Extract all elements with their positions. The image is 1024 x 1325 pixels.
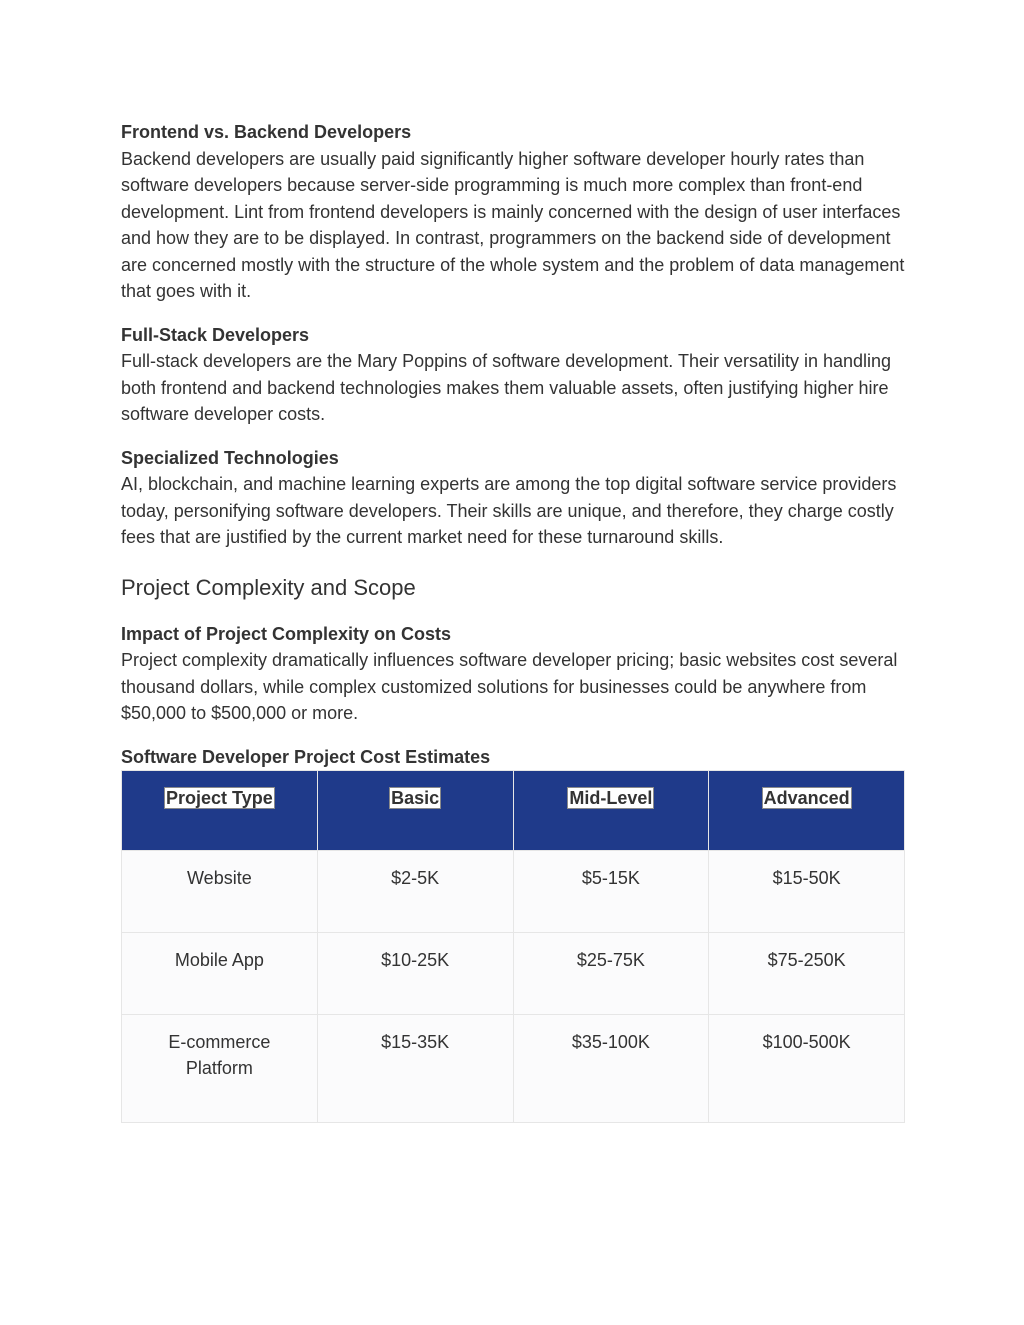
section-heading: Specialized Technologies bbox=[121, 447, 339, 468]
table-cell: $10-25K bbox=[317, 932, 513, 1014]
table-title: Software Developer Project Cost Estimates bbox=[121, 746, 491, 767]
section-body: Backend developers are usually paid significantly higher software developer hourly rates than software developers because server-side programming is much more complex than front-end development. Lint from frontend developers is mainly concerned with the design of user interfaces and how they are to be displayed. In contrast, programmers on the backend side of development are concerned mostly with the structure of the whole system and the problem of data management that goes with it. bbox=[121, 148, 905, 301]
column-header-label: Advanced bbox=[763, 787, 850, 808]
table-row bbox=[122, 1014, 905, 1122]
document-page bbox=[121, 119, 905, 1123]
table-row bbox=[122, 850, 905, 932]
table-cell: E-commerce Platform bbox=[122, 1014, 318, 1122]
table-cell: $15-35K bbox=[317, 1014, 513, 1122]
table-cell: $25-75K bbox=[513, 932, 709, 1014]
table-cell: $15-50K bbox=[709, 850, 905, 932]
section-frontend-backend bbox=[121, 119, 905, 305]
section-heading: Frontend vs. Backend Developers bbox=[121, 122, 412, 142]
table-row bbox=[122, 932, 905, 1014]
section-impact bbox=[121, 621, 905, 727]
section-body: Full-stack developers are the Mary Poppins of software development. Their versatility in handling both frontend and backend technologies makes them valuable assets, often justifying higher hire software developer costs. bbox=[121, 351, 892, 424]
table-header-row bbox=[122, 770, 905, 850]
project-section-title: Project Complexity and Scope bbox=[121, 574, 416, 600]
section-specialized bbox=[121, 445, 905, 551]
section-body: Project complexity dramatically influences software developer pricing; basic websites cost several thousand dollars, while complex customized solutions for businesses could be anywhere from $50,000 to $500,000 or more. bbox=[121, 650, 898, 723]
table-cell: $35-100K bbox=[513, 1014, 709, 1122]
column-header bbox=[709, 770, 905, 850]
column-header-label: Project Type bbox=[166, 787, 273, 808]
table-cell: $75-250K bbox=[709, 932, 905, 1014]
column-header bbox=[317, 770, 513, 850]
column-header-label: Mid-Level bbox=[569, 787, 653, 808]
cost-estimates-table bbox=[121, 770, 905, 1123]
column-header-label: Basic bbox=[391, 787, 440, 808]
table-cell: $5-15K bbox=[513, 850, 709, 932]
table-cell: $100-500K bbox=[709, 1014, 905, 1122]
table-cell: Website bbox=[122, 850, 318, 932]
table-cell: $2-5K bbox=[317, 850, 513, 932]
column-header bbox=[122, 770, 318, 850]
section-heading: Impact of Project Complexity on Costs bbox=[121, 623, 452, 644]
section-heading: Full-Stack Developers bbox=[121, 324, 310, 345]
table-cell: Mobile App bbox=[122, 932, 318, 1014]
column-header bbox=[513, 770, 709, 850]
section-body: AI, blockchain, and machine learning experts are among the top digital software service providers today, personifying software developers. Their skills are unique, and therefore, they charge costly fees that are justified by the current market need for these turnaround skills. bbox=[121, 474, 897, 547]
section-full-stack bbox=[121, 322, 905, 428]
